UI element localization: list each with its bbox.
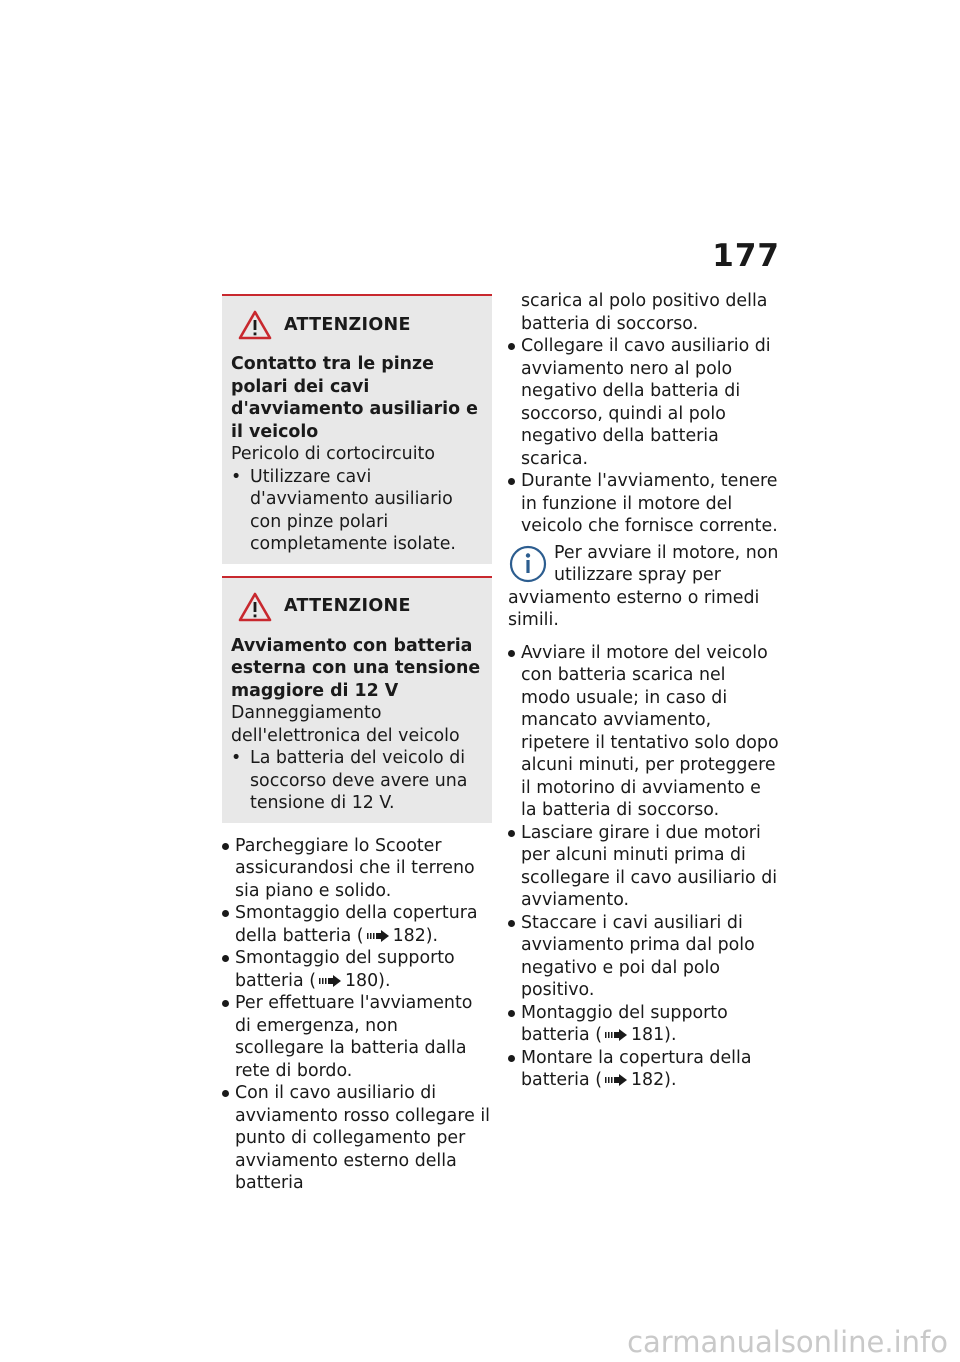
- page-reference[interactable]: 180).: [344, 970, 391, 991]
- step-item: Con il cavo ausiliario di avviamento rosso collegare il punto di collegamento per avviamento esterno della batteria: [222, 1082, 492, 1195]
- page-reference[interactable]: 181).: [630, 1025, 677, 1045]
- page-reference[interactable]: 182).: [630, 1070, 677, 1090]
- step-list-right-a: [508, 335, 780, 538]
- step-item: Lasciare girare i due motori per alcuni minuti prima di scollegare il cavo ausiliario di avviamento.: [508, 822, 780, 912]
- warning-title: ATTENZIONE: [284, 596, 411, 617]
- warning-header: [238, 310, 482, 340]
- warning-hazard: Pericolo di cortocircuito: [231, 444, 435, 464]
- warning-box-voltage: [222, 576, 492, 823]
- left-column: [222, 294, 492, 1195]
- info-text: Per avviare il motore, non utilizzare spray per avviamento esterno o rimedi simili.: [508, 542, 779, 630]
- step-item: Durante l'avviamento, tenere in funzione il motore del veicolo che fornisce corrente.: [508, 470, 780, 538]
- step-item: Collegare il cavo ausiliario di avviamento nero al polo negativo della batteria di soccorso, quindi al polo negativo della batteria scarica.: [508, 335, 780, 470]
- warning-triangle-icon: [238, 310, 272, 340]
- warning-triangle-icon: [238, 592, 272, 622]
- step-item: Per effettuare l'avviamento di emergenza, non scollegare la batteria dalla rete di bordo.: [222, 992, 492, 1082]
- warning-title: ATTENZIONE: [284, 314, 411, 335]
- warning-bullet: • Utilizzare cavi d'avviamento ausiliario con pinze polari completamente isolate.: [231, 466, 482, 556]
- page-reference-arrow-icon: [319, 975, 343, 987]
- page-reference-arrow-icon: [605, 1074, 629, 1086]
- warning-box-short-circuit: [222, 294, 492, 564]
- info-note: [508, 542, 780, 632]
- page-reference-arrow-icon: [367, 930, 391, 942]
- step-item: Parcheggiare lo Scooter assicurandosi che il terreno sia piano e solido.: [222, 835, 492, 903]
- step-item: Montaggio del supporto batteria ( 181).: [508, 1002, 780, 1047]
- step-item: Montare la copertura della batteria ( 182).: [508, 1047, 780, 1092]
- step-item: Smontaggio della copertura della batteria ( 182).: [222, 902, 492, 947]
- step-list-left: [222, 835, 492, 1195]
- right-column: [508, 290, 780, 1092]
- warning-subject: Avviamento con batteria esterna con una tensione maggiore di 12 V: [231, 635, 481, 701]
- warning-bullet: • La batteria del veicolo di soccorso deve avere una tensione di 12 V.: [231, 747, 482, 815]
- page-number: 177: [712, 238, 780, 274]
- step-continuation: scarica al polo positivo della batteria di soccorso.: [521, 291, 768, 334]
- page-reference-arrow-icon: [605, 1029, 629, 1041]
- info-icon: [508, 544, 548, 584]
- warning-bullets: [231, 466, 482, 556]
- step-list-right-b: [508, 642, 780, 1092]
- watermark: carmanualsonline.info: [627, 1325, 948, 1359]
- page-reference[interactable]: 182).: [392, 925, 439, 946]
- step-item: Staccare i cavi ausiliari di avviamento prima dal polo negativo e poi dal polo positivo.: [508, 912, 780, 1002]
- warning-subject: Contatto tra le pinze polari dei cavi d'avviamento ausiliario e il veicolo: [231, 354, 478, 442]
- warning-bullets: [231, 747, 482, 815]
- step-item: Avviare il motore del veicolo con batteria scarica nel modo usuale; in caso di mancato avviamento, ripetere il tentativo solo dopo alcuni minuti, per proteggere il motorino di avviamento e la batteria di soccorso.: [508, 642, 780, 822]
- warning-hazard: Danneggiamento dell'elettronica del veicolo: [231, 703, 460, 746]
- warning-header: [238, 592, 482, 622]
- step-item: Smontaggio del supporto batteria ( 180).: [222, 947, 492, 992]
